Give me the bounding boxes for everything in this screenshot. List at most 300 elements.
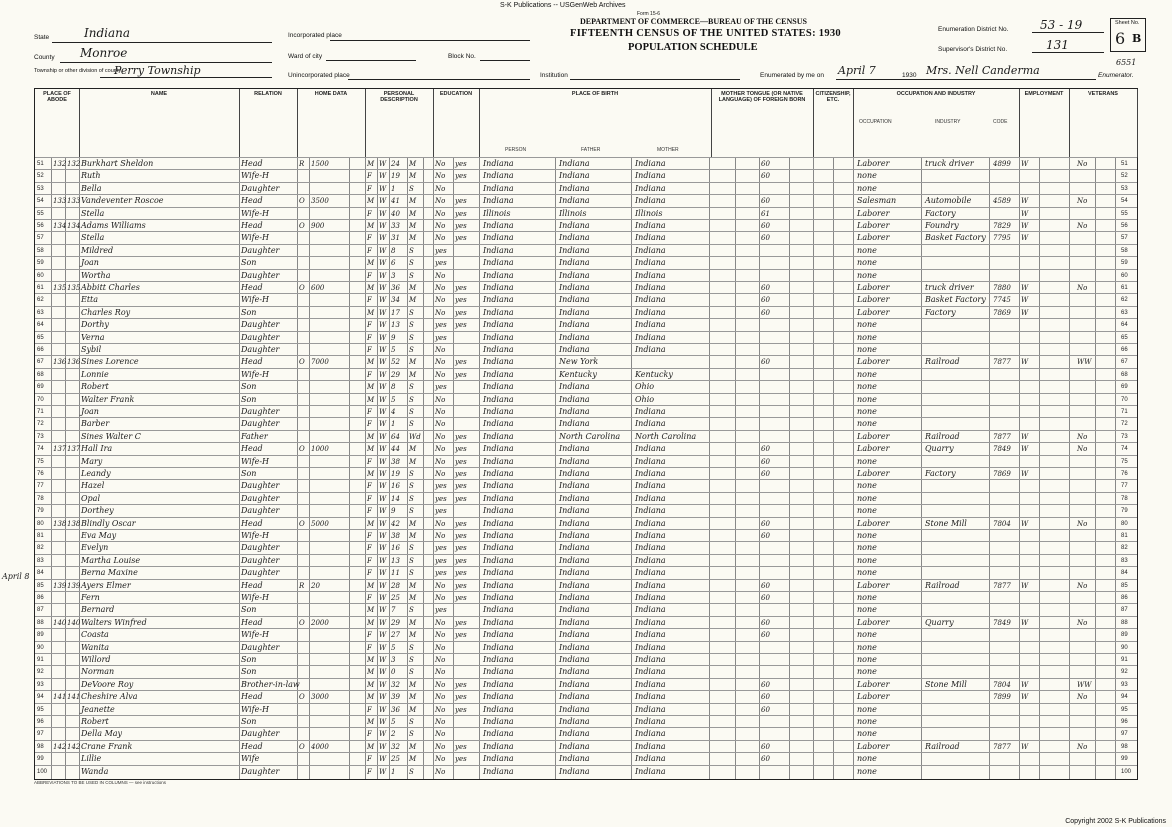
cell-ind: Railroad <box>925 580 960 590</box>
cell-sex: F <box>367 631 372 640</box>
cell-bp: Indiana <box>483 444 514 454</box>
line-number-right: 79 <box>1121 508 1128 515</box>
cell-sex: F <box>367 408 372 416</box>
cell-vet: WW <box>1077 680 1092 689</box>
cell-emp: W <box>1021 284 1029 292</box>
census-row <box>35 442 1137 455</box>
cell-name: Verna <box>81 332 105 342</box>
column-group-label: NAME <box>150 91 168 97</box>
cell-race: W <box>379 618 387 627</box>
cell-sex: F <box>367 643 372 652</box>
enumerated-label: Enumerated by me on <box>760 72 824 79</box>
cell-bp: Indiana <box>483 431 514 441</box>
state-value: Indiana <box>84 26 131 40</box>
cell-fbp: Indiana <box>559 183 590 193</box>
line-number-right: 54 <box>1121 198 1128 205</box>
cell-occ: none <box>857 543 877 553</box>
cell-value: 7000 <box>311 358 329 367</box>
cell-lit: yes <box>455 693 467 702</box>
cell-occ: none <box>857 729 877 739</box>
cell-rel: Wife-H <box>241 171 270 181</box>
cell-bp: Indiana <box>483 568 514 578</box>
cell-lit: yes <box>455 569 467 578</box>
line-number-right: 56 <box>1121 223 1128 229</box>
cell-fbp: Indiana <box>559 580 590 590</box>
cell-age: 36 <box>391 284 400 292</box>
census-row <box>35 281 1137 294</box>
cell-lang: 60 <box>761 693 770 702</box>
cell-mar: M <box>409 172 417 181</box>
cell-sch: No <box>435 755 446 764</box>
cell-rel: Wife-H <box>241 233 270 243</box>
column-group-header <box>1019 89 1070 158</box>
cell-age: 1 <box>391 184 396 193</box>
cell-line: 58 <box>37 247 44 254</box>
cell-occ: none <box>857 717 877 726</box>
cell-rel: Daughter <box>241 766 280 776</box>
cell-name: Mildred <box>81 245 114 255</box>
cell-occ: none <box>857 369 877 379</box>
line-number-right: 90 <box>1121 644 1128 651</box>
census-row <box>35 318 1137 331</box>
cell-line: 56 <box>37 223 44 229</box>
cell-occ: none <box>857 332 877 342</box>
cell-fbp: Indiana <box>559 221 590 230</box>
cell-mar: M <box>409 160 417 168</box>
cell-line: 68 <box>37 371 44 378</box>
column-group-header <box>365 89 434 158</box>
census-row <box>35 628 1137 641</box>
cell-vet: No <box>1077 445 1088 454</box>
cell-name: Walter Frank <box>81 394 135 404</box>
cell-rel: Son <box>241 382 257 392</box>
cell-sch: yes <box>435 507 447 516</box>
line-number-right: 52 <box>1121 173 1128 180</box>
cell-line: 59 <box>37 260 44 267</box>
cell-rel: Head <box>241 741 263 751</box>
census-row <box>35 231 1137 244</box>
cell-sex: F <box>367 184 372 193</box>
corner-number: 6551 <box>1116 58 1137 67</box>
cell-lang: 60 <box>761 532 770 540</box>
sheet-number: 6 <box>1115 29 1126 48</box>
cell-line: 62 <box>37 297 44 304</box>
cell-emp: W <box>1021 358 1029 367</box>
block-label: Block No. <box>448 53 476 60</box>
cell-bp: Indiana <box>483 531 514 540</box>
cell-value: 2000 <box>311 618 329 627</box>
cell-mbp: Indiana <box>635 568 666 578</box>
cell-name: Wortha <box>81 270 111 280</box>
cell-mar: S <box>409 494 414 503</box>
cell-sex: M <box>367 358 375 367</box>
unincorporated-label: Unincorporated place <box>288 72 350 79</box>
cell-occ: none <box>857 382 877 392</box>
cell-sex: M <box>367 656 375 664</box>
cell-lit: yes <box>455 519 467 528</box>
cell-mbp: Indiana <box>635 159 666 168</box>
cell-vet: No <box>1077 222 1088 230</box>
cell-rel: Son <box>241 258 257 268</box>
cell-sch: No <box>435 656 446 664</box>
schedule-title: POPULATION SCHEDULE <box>628 42 758 53</box>
department-title: DEPARTMENT OF COMMERCE—BUREAU OF THE CENSUS <box>580 17 807 26</box>
cell-age: 40 <box>391 209 400 218</box>
cell-age: 31 <box>391 234 400 243</box>
cell-race: W <box>379 470 387 478</box>
cell-mar: M <box>409 705 417 714</box>
line-number-right: 92 <box>1121 669 1128 676</box>
cell-line: 67 <box>37 359 44 366</box>
cell-fbp: Indiana <box>559 481 590 491</box>
cell-rel: Daughter <box>241 642 280 652</box>
cell-sch: No <box>435 432 446 441</box>
cell-fbp: New York <box>559 357 599 367</box>
cell-line: 99 <box>37 756 44 763</box>
cell-age: 4 <box>391 408 396 416</box>
cell-name: Della May <box>81 729 123 739</box>
cell-fbp: Indiana <box>559 568 590 578</box>
cell-lang: 60 <box>761 296 770 305</box>
cell-bp: Indiana <box>483 593 514 602</box>
column-group-header <box>239 89 298 158</box>
line-number-right: 85 <box>1121 582 1128 589</box>
cell-sex: F <box>367 209 372 218</box>
cell-sch: No <box>435 197 446 206</box>
cell-fbp: Indiana <box>559 332 590 342</box>
cell-sex: M <box>367 259 375 268</box>
cell-occ: Laborer <box>857 580 890 590</box>
cell-fbp: Indiana <box>559 394 590 404</box>
cell-bp: Indiana <box>483 655 514 664</box>
cell-mar: M <box>409 519 417 528</box>
cell-sex: M <box>367 445 375 454</box>
cell-name: Fern <box>81 593 100 602</box>
cell-mbp: Kentucky <box>635 369 673 379</box>
cell-age: 19 <box>391 172 400 181</box>
cell-age: 1 <box>391 420 396 429</box>
cell-bp: Illinois <box>483 208 511 218</box>
cell-race: W <box>379 581 387 590</box>
cell-name: Vandeventer Roscoe <box>81 196 164 206</box>
cell-home <box>299 766 309 778</box>
cell-name: Wanda <box>81 766 109 776</box>
cell-name: Etta <box>81 295 99 305</box>
cell-fbp: Indiana <box>559 766 590 776</box>
cell-bp: Indiana <box>483 729 514 739</box>
cell-sch: No <box>435 718 446 726</box>
cell-bp: Indiana <box>483 506 514 516</box>
cell-lit: yes <box>455 631 467 640</box>
incorporated-underline <box>330 40 530 41</box>
cell-lit: yes <box>455 445 467 454</box>
cell-occ: Laborer <box>857 469 890 478</box>
cell-age: 32 <box>391 680 400 689</box>
cell-sch: No <box>435 408 446 416</box>
cell-sex: M <box>367 432 375 441</box>
cell-emp: W <box>1021 209 1029 218</box>
census-row <box>35 740 1137 753</box>
cell-age: 28 <box>391 581 400 590</box>
cell-race: W <box>379 730 387 739</box>
cell-occ: none <box>857 531 877 540</box>
cell-mbp: Indiana <box>635 642 666 652</box>
cell-ind: Railroad <box>925 741 960 751</box>
cell-lit: yes <box>455 742 467 751</box>
cell-bp: Indiana <box>483 555 514 565</box>
cell-mar: M <box>409 457 417 466</box>
cell-fbp: Indiana <box>559 741 590 751</box>
cell-fbp: North Carolina <box>559 431 621 441</box>
cell-mbp: Indiana <box>635 283 666 292</box>
cell-code: 7869 <box>993 470 1011 478</box>
cell-line: 52 <box>37 173 44 180</box>
cell-sex: F <box>367 532 372 540</box>
cell-lit: yes <box>455 234 467 243</box>
cell-vet: No <box>1077 160 1088 168</box>
cell-mar: M <box>409 296 417 305</box>
cell-lang: 60 <box>761 742 770 751</box>
cell-name: Bella <box>81 183 102 193</box>
census-row <box>35 355 1137 368</box>
occupation-subheader: OCCUPATION <box>859 119 892 125</box>
cell-lang: 60 <box>761 445 770 454</box>
cell-mar: M <box>409 594 417 602</box>
cell-fbp: Indiana <box>559 543 590 553</box>
line-number-right: 100 <box>1121 768 1132 775</box>
cell-mar: S <box>409 321 414 330</box>
cell-name: Crane Frank <box>81 741 133 751</box>
cell-sch: No <box>435 742 446 751</box>
cell-vet: No <box>1077 432 1088 441</box>
column-group-label: VETERANS <box>1088 91 1118 97</box>
cell-age: 32 <box>391 742 400 751</box>
cell-name: Dorthy <box>81 320 109 330</box>
cell-sch: yes <box>435 544 447 553</box>
cell-name: Wanita <box>81 642 109 652</box>
cell-name: Coasta <box>81 630 109 640</box>
cell-age: 42 <box>391 519 400 528</box>
census-row <box>35 591 1137 604</box>
cell-bp: Indiana <box>483 258 514 268</box>
column-group-label: PERSONAL DESCRIPTION <box>380 91 418 103</box>
cell-fam: 134 <box>67 222 81 230</box>
supervisor-value: 131 <box>1046 38 1069 52</box>
ward-label: Ward of city <box>288 53 323 60</box>
line-number-right: 53 <box>1121 185 1128 192</box>
cell-sex: F <box>367 507 372 516</box>
column-group-label: CITIZENSHIP, ETC. <box>815 91 851 103</box>
cell-bp: Indiana <box>483 159 514 168</box>
cell-sex: F <box>367 172 372 181</box>
column-group-header <box>79 89 240 158</box>
cell-value: 900 <box>311 222 325 230</box>
cell-mar: M <box>409 693 417 702</box>
cell-value: 600 <box>311 284 325 292</box>
cell-fam: 142 <box>67 742 81 751</box>
census-row <box>35 690 1137 703</box>
cell-line: 92 <box>37 669 44 676</box>
cell-home: O <box>299 445 305 454</box>
cell-mar: M <box>409 445 417 454</box>
cell-race: W <box>379 680 387 689</box>
cell-sex: F <box>367 420 372 429</box>
cell-fam: 140 <box>67 618 81 627</box>
cell-sex: M <box>367 718 375 726</box>
cell-value: 5000 <box>311 519 329 528</box>
cell-fbp: Indiana <box>559 444 590 454</box>
cell-race: W <box>379 705 387 714</box>
cell-fbp: Indiana <box>559 295 590 305</box>
cell-sch: yes <box>435 569 447 578</box>
cell-emp: W <box>1021 470 1029 478</box>
cell-bp: Indiana <box>483 704 514 714</box>
cell-name: Mary <box>81 456 103 466</box>
cell-race: W <box>379 197 387 206</box>
cell-value: 3500 <box>311 197 329 206</box>
cell-name: Sines Walter C <box>81 431 141 441</box>
column-group-label: MOTHER TONGUE (OR NATIVE LANGUAGE) OF FOREIGN BORN <box>718 91 806 103</box>
cell-line: 82 <box>37 545 44 552</box>
cell-value: 3000 <box>311 693 329 702</box>
cell-lit: yes <box>455 308 467 317</box>
cell-fam: 136 <box>67 358 81 367</box>
cell-sex: M <box>367 618 375 627</box>
cell-lit: yes <box>455 321 467 330</box>
cell-code: 7829 <box>993 222 1011 230</box>
cell-race: W <box>379 606 387 615</box>
cell-sex: F <box>367 482 372 491</box>
cell-ind: Factory <box>925 208 956 218</box>
cell-mbp: Indiana <box>635 320 666 330</box>
line-number-right: 68 <box>1121 371 1128 378</box>
cell-sch: yes <box>435 606 447 615</box>
cell-bp: Indiana <box>483 617 514 627</box>
county-value: Monroe <box>80 46 128 60</box>
cell-fbp: Indiana <box>559 642 590 652</box>
cell-dw: 132 <box>53 160 67 168</box>
cell-age: 5 <box>391 643 396 652</box>
census-title: FIFTEENTH CENSUS OF THE UNITED STATES: 1930 <box>570 28 841 39</box>
cell-race: W <box>379 160 387 168</box>
cell-sex: M <box>367 680 375 689</box>
census-row <box>35 529 1137 542</box>
cell-bp: Indiana <box>483 543 514 553</box>
county-label: County <box>34 54 55 61</box>
cell-home: O <box>299 519 305 528</box>
cell-ind: Quarry <box>925 617 954 627</box>
cell-mar: S <box>409 482 414 491</box>
cell-fbp: Indiana <box>559 531 590 540</box>
cell-home: O <box>299 693 305 702</box>
cell-fbp: Kentucky <box>559 369 597 379</box>
cell-bp: Indiana <box>483 369 514 379</box>
line-number-right: 72 <box>1121 421 1128 428</box>
cell-sch: No <box>435 643 446 652</box>
cell-occ: none <box>857 270 877 280</box>
cell-race: W <box>379 519 387 528</box>
census-row <box>35 293 1137 306</box>
cell-sex: M <box>367 606 375 615</box>
township-underline <box>100 77 272 78</box>
cell-sch: No <box>435 693 446 702</box>
cell-mar: M <box>409 234 417 243</box>
cell-home: O <box>299 197 305 206</box>
cell-occ: none <box>857 419 877 429</box>
cell-rel: Daughter <box>241 332 280 342</box>
cell-occ: none <box>857 642 877 652</box>
cell-home: R <box>299 160 305 168</box>
cell-rel: Daughter <box>241 493 280 503</box>
cell-age: 9 <box>391 507 396 516</box>
cell-mbp: Indiana <box>635 543 666 553</box>
cell-age: 11 <box>391 569 400 578</box>
cell-line: 88 <box>37 619 44 626</box>
line-number-right: 77 <box>1121 483 1128 490</box>
cell-bp: Indiana <box>483 283 514 292</box>
cell-bp: Indiana <box>483 766 514 776</box>
cell-race: W <box>379 383 387 392</box>
cell-occ: none <box>857 593 877 602</box>
cell-bp: Indiana <box>483 183 514 193</box>
cell-race: W <box>379 271 387 280</box>
cell-line: 97 <box>37 731 44 738</box>
cell-race: W <box>379 656 387 664</box>
cell-bp: Indiana <box>483 345 514 354</box>
cell-sch: yes <box>435 333 447 342</box>
cell-occ: Laborer <box>857 741 890 751</box>
cell-code: 7899 <box>993 693 1011 702</box>
cell-fbp: Indiana <box>559 630 590 640</box>
cell-sch: No <box>435 209 446 218</box>
cell-line: 81 <box>37 533 44 539</box>
line-number-right: 73 <box>1121 433 1128 440</box>
cell-line: 80 <box>37 520 44 527</box>
cell-occ: none <box>857 605 877 615</box>
incorporated-label: Incorporated place <box>288 32 342 39</box>
enumerator-underline <box>836 79 1096 80</box>
cell-name: Ayers Elmer <box>81 580 131 590</box>
cell-name: Evelyn <box>81 543 109 553</box>
cell-lang: 61 <box>761 209 770 218</box>
cell-line: 61 <box>37 285 44 291</box>
cell-line: 94 <box>37 694 44 701</box>
cell-lit: yes <box>455 296 467 305</box>
cell-home: O <box>299 284 305 292</box>
cell-race: W <box>379 259 387 268</box>
cell-sex: M <box>367 581 375 590</box>
cell-ind: Stone Mill <box>925 518 967 528</box>
cell-ind: Railroad <box>925 431 960 441</box>
cell-line: 53 <box>37 185 44 192</box>
cell-sch: No <box>435 234 446 243</box>
cell-dw: 137 <box>53 445 67 454</box>
cell-bp: Indiana <box>483 245 514 255</box>
cell-sex: F <box>367 346 372 354</box>
line-number-right: 57 <box>1121 235 1128 242</box>
cell-line: 66 <box>37 347 44 353</box>
cell-mar: M <box>409 532 417 540</box>
cell-sex: F <box>367 370 372 379</box>
cell-code: 7877 <box>993 432 1011 441</box>
cell-mbp: Indiana <box>635 419 666 429</box>
cell-fbp: Indiana <box>559 407 590 416</box>
cell-occ: none <box>857 258 877 268</box>
cell-line: 93 <box>37 681 44 688</box>
township-label: Township or other division of county <box>34 68 122 74</box>
cell-mbp: Indiana <box>635 531 666 540</box>
cell-line: 57 <box>37 235 44 242</box>
